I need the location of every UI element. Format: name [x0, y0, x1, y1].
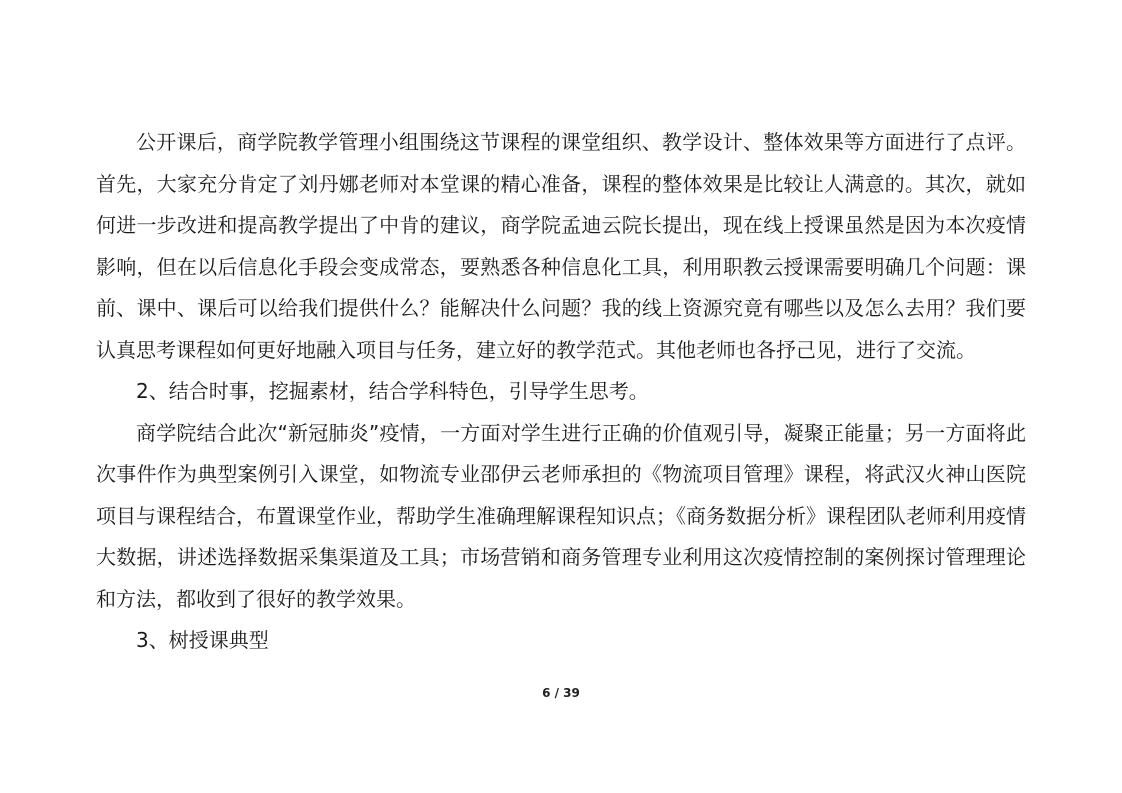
paragraph-review: 公开课后，商学院教学管理小组围绕这节课程的课堂组织、教学设计、整体效果等方面进行了点评。首先，大家充分肯定了刘丹娜老师对本堂课的精心准备，课程的整体效果是比较让人满意的。其次，就如何进一步改进和提高教学提出了中肯的建议，商学院孟迪云院长提出，现在线上授课虽然是因为本次疫情影响，但在以后信息化手段会变成常态，要熟悉各种信息化工具，利用职教云授课需要明确几个问题：课前、课中、课后可以给我们提供什么？能解决什么问题？我的线上资源究竟有哪些以及怎么去用？我们要认真思考课程如何更好地融入项目与任务，建立好的教学范式。其他老师也各抒己见，进行了交流。: [96, 130, 1026, 362]
page-number: 6 / 39: [542, 686, 580, 700]
paragraph-heading-2: 2、结合时事，挖掘素材，结合学科特色，引导学生思考。: [136, 379, 649, 403]
paragraph-current-events: 商学院结合此次“新冠肺炎”疫情，一方面对学生进行正确的价值观引导，凝聚正能量；另一方面将此次事件作为典型案例引入课堂，如物流专业邵伊云老师承担的《物流项目管理》课程，将武汉火神山医院项目与课程结合，布置课堂作业，帮助学生准确理解课程知识点；《商务数据分析》课程团队老师利用疫情大数据，讲述选择数据采集渠道及工具；市场营销和商务管理专业利用这次疫情控制的案例探讨管理理论和方法，都收到了很好的教学效果。: [96, 420, 1026, 611]
paragraph-heading-3: 3、树授课典型: [136, 628, 269, 652]
document-body: [96, 122, 1026, 662]
